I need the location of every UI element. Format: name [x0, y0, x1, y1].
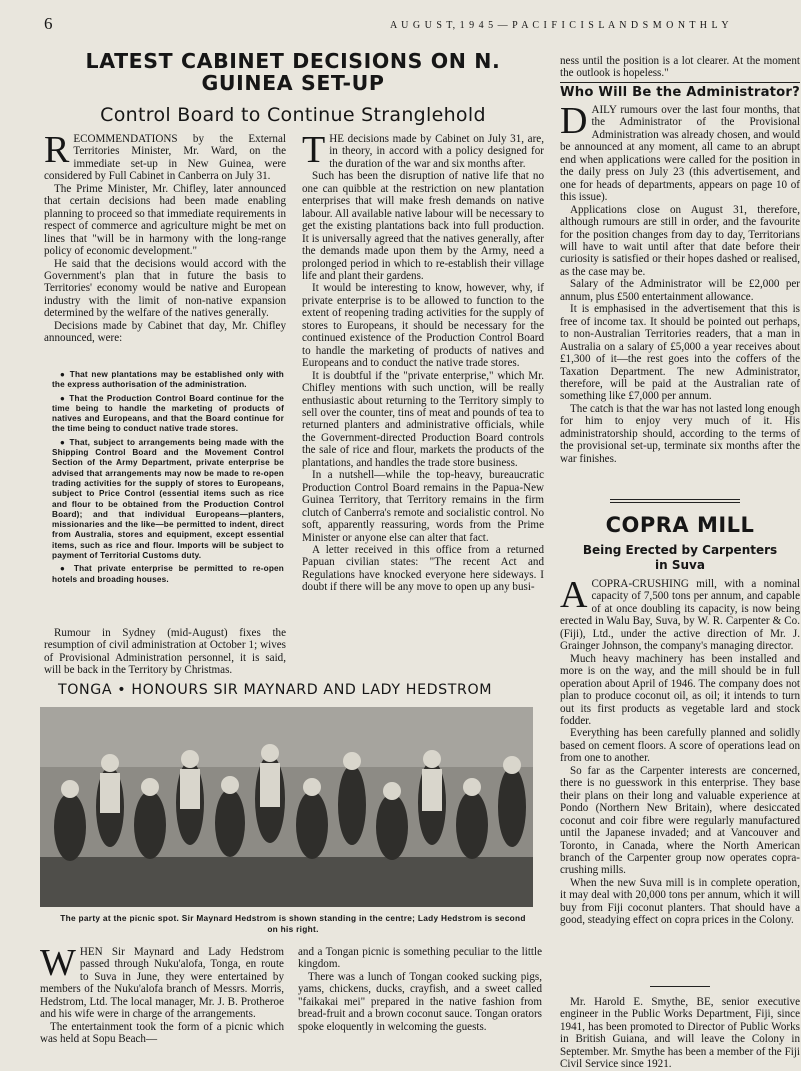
tonga-col1 — [40, 942, 284, 1046]
col1-tail — [44, 627, 286, 677]
main-subhead: Control Board to Continue Stranglehold — [100, 104, 486, 126]
col1-para-1: ECOMMENDATIONS by the External Territories Minister, Mr. Ward, on the immediate set-up in New Guinea, were considered by Full Cabinet in Canberra on July 31. — [44, 133, 286, 183]
decision-item: ● That new plantations may be established only with the express authorisation of the administration. — [52, 370, 284, 390]
decision-item: ● That the Production Control Board continue for the time being to handle the marketing of products of natives and Europeans, and that the Board continue for the time being to conduct native trade stores. — [52, 393, 284, 434]
col1-para-3: He said that the decisions would accord with the Government's plan that in future the basis to Territories' economy would be native and European industry with the limit of non-native expansion determined by the welfare of the natives generally. — [44, 257, 286, 320]
divider — [610, 499, 740, 500]
smythe-para: Mr. Harold E. Smythe, BE, senior executive engineer in the Public Works Department, Fiji, since 1941, has been promoted to Director of Public Works in British Guiana, and will leave the Colony in September. Mr. Smythe has been a member of the Fiji Civil Service since 1921. — [560, 996, 800, 1071]
administrator-body — [560, 100, 800, 465]
copra-heading: COPRA MILL — [605, 513, 755, 537]
copra-body — [560, 574, 800, 927]
copra-subhead-1: Being Erected by Carpenters — [582, 543, 778, 557]
col2-para: It would be interesting to know, however, why, if private enterprise is to be allowed to function to the extent of reopening trading activities for the supply of stores to Europeans, it should be necessary for the continued existence of the Production Control Board to handle the marketing of products of natives and Europeans and to conduct the native trade stores. — [302, 282, 544, 370]
decision-item: ● That private enterprise be permitted to re-open hotels and broading houses. — [52, 564, 284, 584]
col1-para-4: Decisions made by Cabinet that day, Mr. Chifley announced, were: — [44, 319, 286, 345]
col2-para: Such has been the disruption of native life that no one can quibble at the restriction on new plantation enterprises that will make fresh demands on native labour. All available native labour will be necessary to get the existing plantations back into full production. It is universally agreed that the natives generally, after the demands made upon them by the Army, need a prolonged period in which to re-establish their village life and plant their gardens. — [302, 170, 544, 282]
smythe-note — [560, 996, 800, 1071]
admin-para: It is emphasised in the advertisement that this is free of income tax. It should be pointed out perhaps, to non-Australian Territories readers, that a man in Australia on a salary of £5,000 a year receives about £1,300 of it—the rest goes into the coffers of the Taxation Department. The new Administrator, therefore, will be paid at the Australian rate of something like £7,000 per annum. — [560, 303, 800, 403]
tonga-para: The entertainment took the form of a picnic which was held at Sopu Beach— — [40, 1020, 284, 1046]
admin-para: AILY rumours over the last four months, that the Administrator of the Provisional Administration was already chosen, and would be announced at any moment, all came to an abrupt end when applications were called for the position in the daily press on July 23 (this advertisement, and one for heads of departments, appears on page 10 of this issue). — [560, 104, 800, 204]
col1-para-2: The Prime Minister, Mr. Chifley, later announced that certain decisions had been made enabling planning to proceed so that immediate requirements in respect of commerce and agriculture might be met on lines that "will be in harmony with the long-range policy of economic development." — [44, 182, 286, 258]
divider — [650, 986, 710, 987]
administrator-heading: Who Will Be the Administrator? — [560, 85, 800, 100]
copra-para: COPRA-CRUSHING mill, with a nominal capacity of 7,500 tons per annum, and capable of at once doubling its capacity, is now being erected in Walu Bay, Suva, by W. R. Carpenter & Co. (Fiji), Ltd., under the active direction of Mr. J. Grainger Johnson, the company's managing director. — [560, 578, 800, 653]
dropcap-a: A — [560, 574, 588, 616]
divider — [560, 82, 800, 83]
dropcap-d: D — [560, 100, 588, 142]
cabinet-decisions-list — [52, 370, 284, 588]
copra-subhead-2: in Suva — [655, 558, 705, 572]
tonga-headline: TONGA • HONOURS SIR MAYNARD AND LADY HEDSTROM — [58, 682, 493, 698]
copra-para: So far as the Carpenter interests are concerned, there is no guesswork in this enterprise. They base their plans on their long and valuable experience at Pondo (Northern New Britain), where desiccated coconut and coir fibre were regularly manufactured until the Japanese invaded; and at Vancouver and Toronto, in Canada, where the North American branch of the Carpenter group now operates copra-crushing mills. — [560, 764, 800, 877]
divider — [610, 502, 740, 503]
col2-para: In a nutshell—while the top-heavy, bureaucratic Production Control Board remains in the Papua-New Guinea Territory, that Territory remains in the firm clutch of Canberra's remote and socialistic control. No soft, apparently reassuring, words from the Prime Minister or anyone else can alter that fact. — [302, 469, 544, 544]
tonga-para: and a Tongan picnic is something peculiar to the little kingdom. — [298, 946, 542, 971]
dropcap-t: T — [302, 129, 326, 171]
admin-para: Salary of the Administrator will be £2,000 per annum, plus £500 entertainment allowance. — [560, 278, 800, 303]
col2-para: A letter received in this office from a returned Papuan civilian states: "The recent Act and Regulations have knocked everyone here sideways. I doubt if there will be any move to open up any busi- — [302, 543, 544, 594]
picnic-photo — [40, 707, 533, 907]
col3-continuation-para: ness until the position is a lot clearer. At the moment the outlook is hopeless." — [560, 55, 800, 80]
col3-continuation — [560, 55, 800, 80]
col1-tail-para: Rumour in Sydney (mid-August) fixes the resumption of civil administration at October 1; wives of Provisional Administration personnel, it is said, will be back in the Territory by Christmas. — [44, 627, 286, 677]
tonga-para: HEN Sir Maynard and Lady Hedstrom passed through Nuku'alofa, Tonga, en route to Suva in June, they were entertained by members of the Nuku'alofa branch of Messrs. Morris, Hedstrom, Ltd. The local manager, Mr. J. B. Protheroe and his wife were in charge of the arrangements. — [40, 946, 284, 1021]
main-headline: LATEST CABINET DECISIONS ON N. GUINEA SET-UP — [85, 49, 501, 95]
col2-para: It is doubtful if the "private enterprise," which Mr. Chifley mentions with such unction, will be really enthusiastic about returning to the Territory simply to sell over the counter, tins of meat and pounds of tea to returned planters and administrative officials, while the Government-directed Production Board controls the sale of rice and flour, markets the products of the plantations, and handles the trade store business. — [302, 369, 544, 469]
col2-para: HE decisions made by Cabinet on July 31, are, in theory, in accord with a policy designed for the duration of the war and six months after. — [329, 133, 544, 170]
running-head: A U G U S T, 1 9 4 5 — P A C I F I C I S L A N D S M O N T H L Y — [390, 20, 730, 31]
admin-para: Applications close on August 31, therefore, although rumours are still in order, and the favourite for the position changes from day to day, Territorians will have to wait until after that date before their curiosity is satisfied or their hopes dashed or realised, as the case may be. — [560, 203, 800, 278]
tonga-para: There was a lunch of Tongan cooked sucking pigs, yams, chickens, ducks, crayfish, and a sweet called "faikakai mei" prepared in the native fashion from bread-fruit and a brown coconut sauce. Tongan orators spoke eloquently in welcoming the guests. — [298, 970, 542, 1033]
page-number: 6 — [44, 14, 53, 33]
dropcap-w: W — [40, 942, 76, 984]
main-col1 — [44, 129, 286, 345]
photo-caption: The party at the picnic spot. Sir Maynard Hedstrom is shown standing in the centre; Lady Hedstrom is second on his right. — [60, 913, 526, 934]
admin-para: The catch is that the war has not lasted long enough for him to enjoy very much of it. His administratorship should, according to the terms of the provisional set-up, terminate six months after the war finishes. — [560, 402, 800, 465]
dropcap-r: R — [44, 129, 70, 171]
decision-item: ● That, subject to arrangements being made with the Shipping Control Board and the Movement Control Section of the Army Department, private enterprise be advised that arrangements may now be made to re-open trading activities for the supply of stores to Europeans, subject to Price Control (essential items such as rice and flour to be obtained from the Production Control Board); and that individual Europeans—planters, missionaries and the like—be permitted to indent, direct from Australia, stores and equipment, except essential items, such as rice and flour. Imports will be subject to payment of Territorial Customs duty. — [52, 437, 284, 561]
tonga-col2 — [298, 946, 542, 1033]
copra-para: When the new Suva mill is in complete operation, it may deal with 20,000 tons per annum, which it will buy from Fiji coconut planters. That should have a good, steadying effect on copra prices in the Colony. — [560, 876, 800, 927]
copra-para: Much heavy machinery has been installed and more is on the way, and the mill should be in full operation about April of 1946. The company does not plan to produce coconut oil, as oil; it intends to turn out its first products as vegetable lard and stock fodder. — [560, 652, 800, 727]
copra-para: Everything has been carefully planned and solidly based on cement floors. A score of operations lead on from one to another. — [560, 727, 800, 765]
main-col2 — [302, 129, 544, 594]
